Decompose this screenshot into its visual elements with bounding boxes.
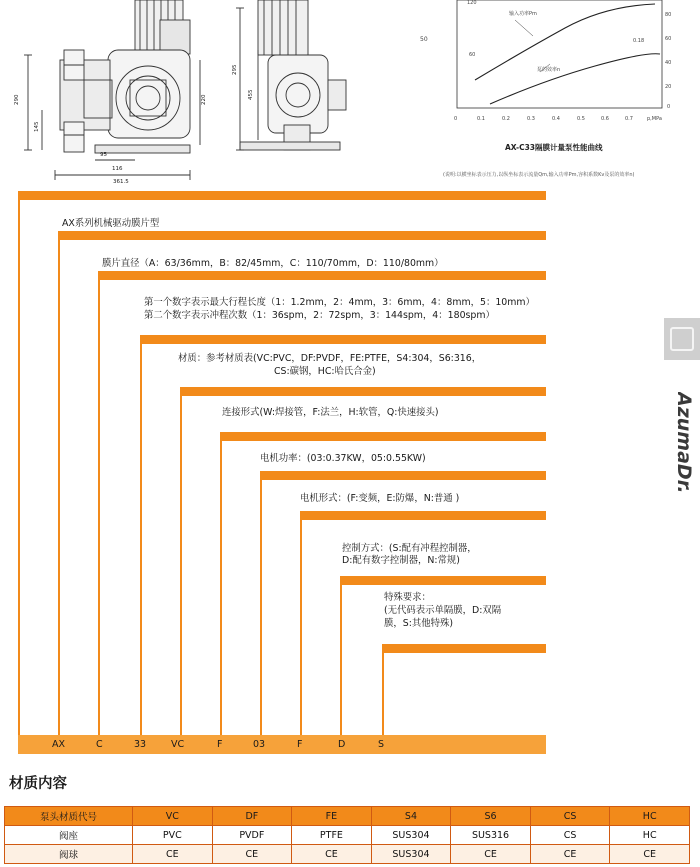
tree-bar-1 bbox=[58, 231, 546, 240]
tree-bar-8 bbox=[340, 576, 546, 585]
tree-bar-4 bbox=[180, 387, 546, 396]
code-s: S bbox=[378, 739, 385, 750]
dim-label: 455 bbox=[248, 89, 254, 100]
table-cell: CE bbox=[292, 845, 372, 864]
tree-line-c bbox=[58, 231, 60, 735]
pump-drawing-svg bbox=[0, 0, 420, 185]
tree-line-s bbox=[340, 576, 342, 735]
dim-label: 290 bbox=[14, 94, 20, 105]
table-cell: CE bbox=[212, 845, 292, 864]
tree-label-stroke-length: 第一个数字表示最大行程长度（1：1.2mm，2：4mm，3：6mm，4：8mm，5：10mm） bbox=[144, 297, 535, 308]
header-cell: CS bbox=[530, 807, 610, 826]
tree-bar-9 bbox=[382, 644, 546, 653]
model-code-tree bbox=[0, 185, 700, 760]
left-tick: 120 bbox=[467, 0, 477, 6]
tree-label-motor-type: 电机形式：(F:变频，E:防爆，N:普通 ) bbox=[300, 493, 460, 504]
code-ax: AX bbox=[52, 739, 66, 750]
model-code-row bbox=[18, 735, 546, 754]
table-cell: CE bbox=[530, 845, 610, 864]
dim-label: 295 bbox=[232, 64, 238, 75]
tree-line-end bbox=[382, 644, 384, 735]
tree-top-bar bbox=[18, 191, 546, 200]
tree-label-motor-power: 电机功率：(03:0.37KW，05:0.55KW) bbox=[260, 453, 426, 464]
tree-line-vc bbox=[140, 335, 142, 735]
series-label: 泵的效率n bbox=[537, 67, 561, 73]
header-cell: FE bbox=[292, 807, 372, 826]
tree-line-f2 bbox=[260, 471, 262, 735]
right-tick: 40 bbox=[665, 60, 672, 66]
header-cell: VC bbox=[133, 807, 213, 826]
row-label: 阀座 bbox=[5, 826, 133, 845]
materials-header-row bbox=[5, 807, 690, 826]
table-row bbox=[5, 845, 690, 864]
tree-label-control: 控制方式：(S:配有冲程控制器， bbox=[342, 543, 477, 554]
dim-label: 220 bbox=[201, 94, 207, 105]
x-tick: 0.1 bbox=[477, 116, 485, 122]
x-tick: 0.5 bbox=[577, 116, 585, 122]
dim-label: 95 bbox=[100, 152, 107, 158]
tree-label-connection: 连接形式(W:焊接管，F:法兰，H:软管，Q:快速接头) bbox=[222, 407, 439, 418]
tree-label-material: 材质：参考材质表(VC:PVC，DF:PVDF，FE:PTFE，S4:304，S6:316， bbox=[178, 353, 482, 364]
table-cell: HC bbox=[610, 826, 690, 845]
tree-line-33 bbox=[98, 271, 100, 735]
tree-bar-2 bbox=[98, 271, 546, 280]
tree-line-ax bbox=[18, 191, 20, 735]
tab-icon bbox=[670, 327, 694, 351]
tree-label-control-2: D:配有数字控制器，N:常规) bbox=[342, 555, 460, 566]
code-vc: VC bbox=[171, 739, 185, 750]
tree-bar-7 bbox=[300, 511, 546, 520]
table-cell: PVC bbox=[133, 826, 213, 845]
right-tick: 80 bbox=[665, 12, 672, 18]
right-axis-label: 0.18 bbox=[633, 38, 645, 44]
x-tick: 0.7 bbox=[625, 116, 633, 122]
left-axis-label: 50 bbox=[420, 36, 428, 43]
header-cell: DF bbox=[212, 807, 292, 826]
x-tick: 0.6 bbox=[601, 116, 609, 122]
x-tick: 0.3 bbox=[527, 116, 535, 122]
code-c: C bbox=[96, 739, 103, 750]
table-cell: CE bbox=[451, 845, 531, 864]
table-cell: PVDF bbox=[212, 826, 292, 845]
table-cell: SUS304 bbox=[371, 826, 451, 845]
header-cell: 泵头材质代号 bbox=[5, 807, 133, 826]
table-cell: CS bbox=[530, 826, 610, 845]
code-f2: F bbox=[297, 739, 303, 750]
code-d: D bbox=[338, 739, 346, 750]
brand-logo bbox=[670, 392, 700, 572]
dim-label: 361.5 bbox=[113, 179, 129, 185]
chart-note: (说明:以横坐标表示压力,以纵坐标表示流量Qm,输入功率Pm,容积系数Kv及泵的效率n) bbox=[443, 172, 635, 178]
tree-label-special: 特殊要求： bbox=[384, 592, 431, 603]
table-row bbox=[5, 826, 690, 845]
table-cell: SUS316 bbox=[451, 826, 531, 845]
chart-title: AX-C33隔膜计量泵性能曲线 bbox=[505, 143, 603, 152]
materials-table bbox=[4, 806, 690, 864]
dim-label: 145 bbox=[34, 121, 40, 132]
tree-label-special-2: (无代码表示单隔膜，D:双隔 bbox=[384, 605, 502, 616]
code-f: F bbox=[217, 739, 223, 750]
table-cell: CE bbox=[133, 845, 213, 864]
table-cell: PTFE bbox=[292, 826, 372, 845]
left-tick: 60 bbox=[469, 52, 476, 58]
tree-bar-3 bbox=[140, 335, 546, 344]
performance-chart bbox=[415, 0, 700, 185]
row-label: 阀球 bbox=[5, 845, 133, 864]
header-cell: S4 bbox=[371, 807, 451, 826]
brand-text: AzumaDr. bbox=[673, 392, 695, 494]
table-cell: SUS304 bbox=[371, 845, 451, 864]
x-tick: 0.2 bbox=[502, 116, 510, 122]
table-cell: CE bbox=[610, 845, 690, 864]
materials-title: 材质内容 bbox=[9, 776, 67, 792]
x-tick: 0 bbox=[454, 116, 458, 122]
series-label: 输入功率Pm bbox=[509, 11, 537, 17]
x-axis-unit: p,MPa bbox=[647, 116, 662, 122]
tree-bar-5 bbox=[220, 432, 546, 441]
tree-label-diaphragm: 膜片直径（A：63/36mm，B：82/45mm，C：110/70mm，D：110/80mm） bbox=[102, 258, 444, 269]
tree-label-stroke-rate: 第二个数字表示冲程次数（1：36spm，2：72spm，3：144spm，4：180spm） bbox=[144, 310, 495, 321]
code-33: 33 bbox=[134, 739, 147, 750]
header-cell: HC bbox=[610, 807, 690, 826]
x-tick: 0.4 bbox=[552, 116, 560, 122]
tree-label-material-2: CS:碳钢，HC:哈氏合金) bbox=[274, 366, 376, 377]
tree-bar-6 bbox=[260, 471, 546, 480]
tree-label-special-3: 膜，S:其他特殊) bbox=[384, 618, 454, 629]
dim-label: 116 bbox=[112, 166, 123, 172]
tree-label-series: AX系列机械驱动膜片型 bbox=[62, 218, 160, 229]
header-cell: S6 bbox=[451, 807, 531, 826]
code-03: 03 bbox=[253, 739, 266, 750]
brand-logo-svg bbox=[670, 392, 700, 572]
right-tick: 60 bbox=[665, 36, 672, 42]
tree-line-d bbox=[300, 511, 302, 735]
right-tick: 0 bbox=[667, 104, 671, 110]
tree-line-03 bbox=[220, 432, 222, 735]
tree-line-f bbox=[180, 387, 182, 735]
side-tab[interactable] bbox=[664, 318, 700, 360]
right-tick: 20 bbox=[665, 84, 672, 90]
